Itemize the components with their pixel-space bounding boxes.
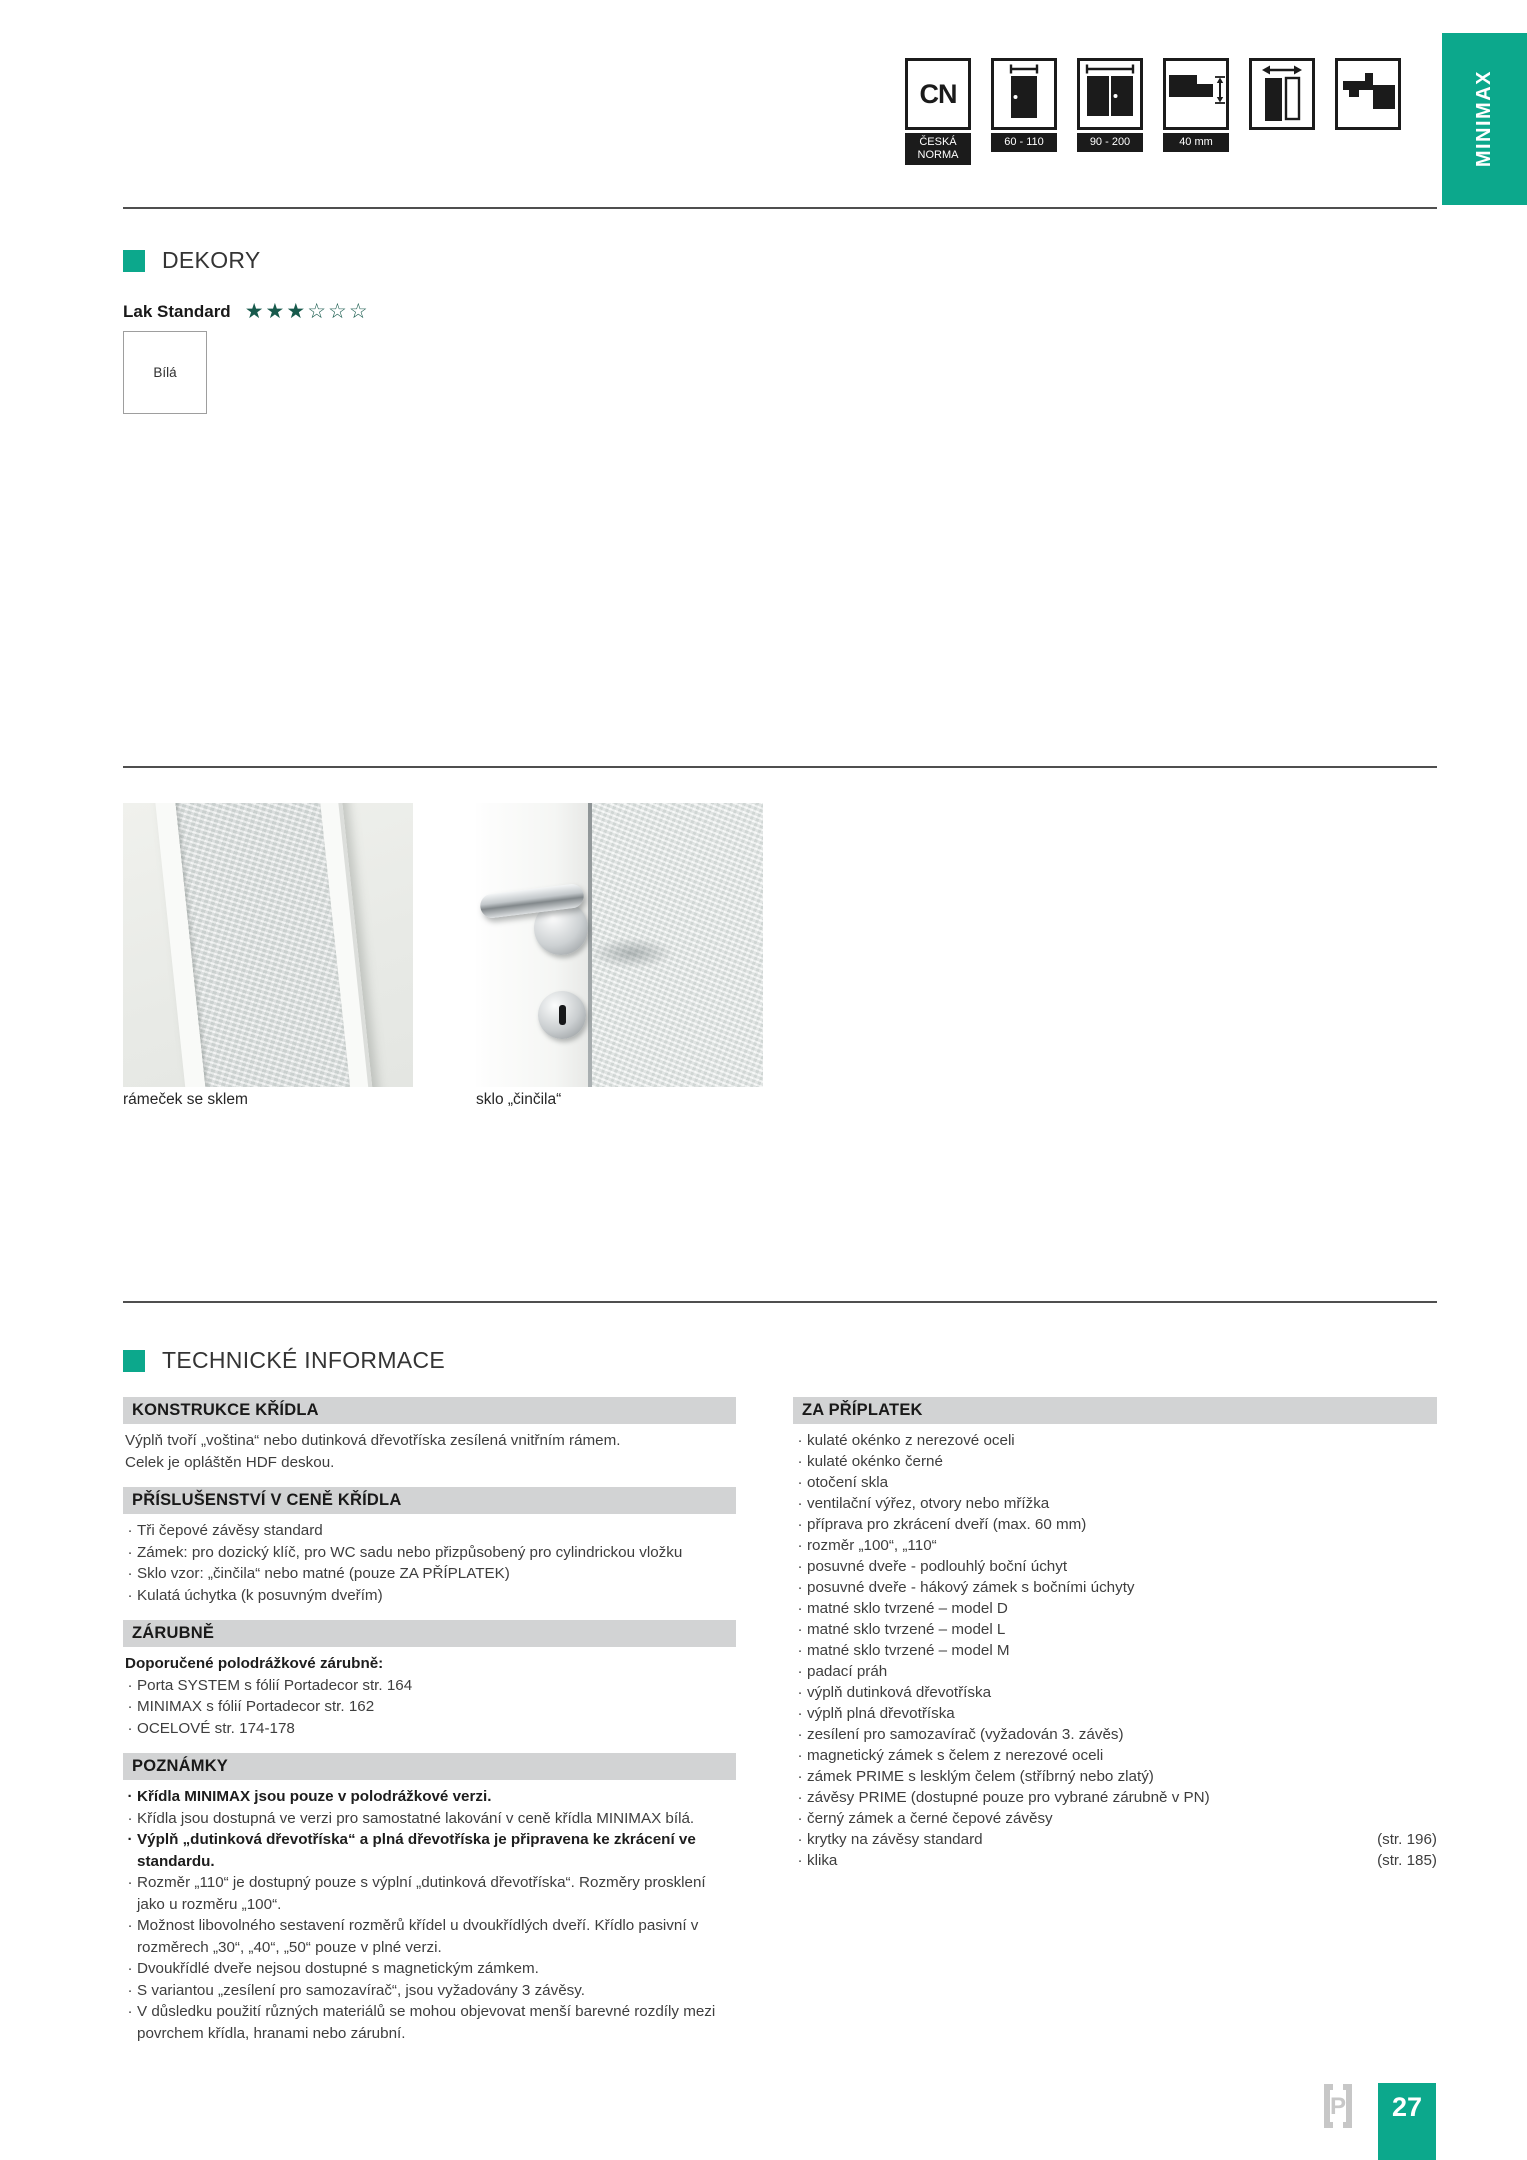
icon-cell-rebated-edge <box>1335 58 1401 165</box>
section-body <box>123 1520 736 1606</box>
icon-cell-double-door-width <box>1077 58 1143 165</box>
bullet-dot: · <box>797 1558 803 1575</box>
bullet-dot: · <box>797 1684 803 1701</box>
bullet-item <box>123 1958 736 1980</box>
bullet-text: zesílení pro samozavírač (vyžadován 3. závěs) <box>807 1726 1124 1743</box>
divider-rule <box>123 207 1437 209</box>
bullet-dot: · <box>127 1586 133 1604</box>
section-bullet-square <box>123 1350 145 1372</box>
page-reference: (str. 196) <box>1377 1831 1437 1848</box>
tech-section-header <box>123 1347 445 1374</box>
sliding-door-icon <box>1249 58 1315 130</box>
text-line: Celek je opláštěn HDF deskou. <box>125 1453 335 1471</box>
section-body <box>123 1430 736 1473</box>
bullet-item <box>793 1682 1437 1703</box>
bullet-text: OCELOVÉ str. 174-178 <box>137 1719 295 1737</box>
bullet-text: Křídla MINIMAX jsou pouze v polodrážkové verzi. <box>137 1788 492 1805</box>
bullet-dot: · <box>797 1537 803 1554</box>
double-door-width-icon <box>1080 61 1140 127</box>
bullet-text: příprava pro zkrácení dveří (max. 60 mm) <box>807 1516 1087 1533</box>
bullet-text: posuvné dveře - podlouhlý boční úchyt <box>807 1558 1068 1575</box>
photo-frame-with-glass <box>123 803 413 1087</box>
porta-logo-letter: P <box>1329 2093 1347 2120</box>
bullet-dot: · <box>797 1810 803 1827</box>
bullet-text: magnetický zámek s čelem z nerezové oceli <box>807 1747 1104 1764</box>
bullet-dot: · <box>797 1516 803 1533</box>
bullet-dot: · <box>797 1705 803 1722</box>
photo-chinchilla-glass <box>476 803 763 1087</box>
porta-logo-icon <box>1321 2083 1355 2129</box>
bullet-item <box>123 1980 736 2002</box>
bullet-text: krytky na závěsy standard <box>807 1831 983 1848</box>
section-title-tech: TECHNICKÉ INFORMACE <box>162 1347 445 1373</box>
bullet-dot: · <box>797 1726 803 1743</box>
photo-caption: sklo „činčila“ <box>476 1091 562 1108</box>
czech-norm-glyph: CN <box>919 78 957 109</box>
bullet-item <box>793 1787 1437 1808</box>
door-thickness-icon <box>1163 58 1229 130</box>
bullet-dot: · <box>127 2003 133 2020</box>
swatch-label: Bílá <box>153 365 177 380</box>
section-body <box>123 1786 736 2044</box>
bullet-dot: · <box>797 1579 803 1596</box>
bullet-dot: · <box>797 1789 803 1806</box>
section-heading: PŘÍSLUŠENSTVÍ V CENĚ KŘÍDLA <box>123 1487 736 1514</box>
dekory-section-header <box>123 247 261 274</box>
za-priplatek-list <box>793 1430 1437 1871</box>
bullet-text: závěsy PRIME (dostupné pouze pro vybrané zárubně v PN) <box>807 1789 1210 1806</box>
bullet-item <box>793 1724 1437 1745</box>
door-thickness-icon <box>1166 61 1226 127</box>
color-swatch-bila <box>123 331 207 414</box>
star-empty-icon: ☆ <box>307 300 329 323</box>
bullet-text: MINIMAX s fólií Portadecor str. 162 <box>137 1698 375 1715</box>
bullet-dot: · <box>797 1642 803 1659</box>
bullet-item <box>793 1619 1437 1640</box>
tech-left-column <box>123 1397 736 2044</box>
bullet-item <box>123 1585 736 1607</box>
bullet-dot: · <box>127 1960 133 1977</box>
bullet-dot: · <box>127 1981 133 1999</box>
icon-cell-sliding-door <box>1249 58 1315 165</box>
text-line: Doporučené polodrážkové zárubně: <box>125 1655 384 1672</box>
icon-cell-czech-norm <box>905 58 971 165</box>
bullet-text: V důsledku použití různých materiálů se mohou objevovat menší barevné rozdíly mezi povrchem křídla, hranami nebo zárubní. <box>137 2003 716 2042</box>
icon-label: ČESKÁ NORMA <box>905 133 971 165</box>
rebated-edge-icon <box>1338 61 1398 127</box>
bullet-text: kulaté okénko z nerezové oceli <box>807 1432 1015 1449</box>
czech-norm-icon <box>905 58 971 130</box>
section-heading-za-priplatek: ZA PŘÍPLATEK <box>793 1397 1437 1424</box>
bullet-item <box>793 1808 1437 1829</box>
bullet-text: Rozměr „110“ je dostupný pouze s výplní „dutinková dřevotříska“. Rozměry prosklení jako u rozměru „100“. <box>137 1874 706 1913</box>
bullet-dot: · <box>797 1747 803 1764</box>
bullet-dot: · <box>127 1831 133 1848</box>
bullet-item <box>793 1598 1437 1619</box>
bullet-dot: · <box>127 1809 133 1827</box>
page-number: 27 <box>1391 2092 1423 2122</box>
bullet-dot: · <box>797 1474 803 1491</box>
star-empty-icon: ☆ <box>328 300 349 323</box>
icon-cell-single-door-width <box>991 58 1057 165</box>
bullet-item <box>793 1703 1437 1724</box>
bullet-item <box>793 1640 1437 1661</box>
bullet-item <box>793 1661 1437 1682</box>
star-rating <box>245 301 370 322</box>
bullet-dot: · <box>127 1719 133 1737</box>
glass-texture-graphic <box>175 803 353 1087</box>
glass-texture-graphic <box>592 803 763 1087</box>
bullet-dot: · <box>127 1788 133 1805</box>
bullet-text: Výplň „dutinková dřevotříska“ a plná dřevotříska je připravena ke zkrácení ve standardu. <box>137 1831 696 1870</box>
star-filled-icon: ★ <box>244 300 266 323</box>
bullet-dot: · <box>797 1663 803 1680</box>
bullet-item <box>123 2001 736 2044</box>
star-empty-icon: ☆ <box>348 300 370 323</box>
bullet-dot: · <box>127 1565 133 1582</box>
bullet-item <box>793 1535 1437 1556</box>
bullet-text: padací práh <box>807 1663 888 1680</box>
bullet-item <box>123 1829 736 1872</box>
icon-label: 60 - 110 <box>991 133 1057 152</box>
page-number-badge <box>1378 2083 1436 2160</box>
sliding-door-icon <box>1252 61 1312 127</box>
bullet-text: rozměr „100“, „110“ <box>807 1537 937 1554</box>
divider-rule <box>123 766 1437 768</box>
photo-caption: rámeček se sklem <box>123 1091 248 1108</box>
bullet-dot: · <box>127 1917 133 1934</box>
bullet-dot: · <box>797 1852 803 1869</box>
bullet-item <box>793 1472 1437 1493</box>
section-body <box>123 1653 736 1739</box>
bullet-item <box>793 1556 1437 1577</box>
text-line: Výplň tvoří „voština“ nebo dutinková dřevotříska zesílená vnitřním rámem. <box>125 1432 621 1449</box>
bullet-dot: · <box>797 1495 803 1512</box>
section-heading: POZNÁMKY <box>123 1753 736 1780</box>
single-door-width-icon <box>994 61 1054 127</box>
series-tab-label: MINIMAX <box>1473 70 1495 168</box>
bullet-text: Porta SYSTEM s fólií Portadecor str. 164 <box>137 1676 413 1694</box>
bullet-text: kulaté okénko černé <box>807 1453 943 1470</box>
bullet-item <box>123 1786 736 1808</box>
divider-rule <box>123 1301 1437 1303</box>
finish-name: Lak Standard <box>123 301 231 321</box>
bullet-text: Křídla jsou dostupná ve verzi pro samostatné lakování v ceně křídla MINIMAX bílá. <box>137 1809 695 1827</box>
bullet-item <box>123 1718 736 1740</box>
bullet-dot: · <box>797 1453 803 1470</box>
bullet-item <box>793 1451 1437 1472</box>
keyhole-graphic <box>538 991 586 1039</box>
bullet-item <box>123 1563 736 1585</box>
bullet-dot: · <box>797 1831 803 1848</box>
bullet-dot: · <box>797 1432 803 1449</box>
bullet-item <box>123 1675 736 1697</box>
bullet-text: ventilační výřez, otvory nebo mřížka <box>807 1495 1050 1512</box>
double-door-width-icon <box>1077 58 1143 130</box>
section-bullet-square <box>123 250 145 272</box>
bullet-item <box>793 1829 1437 1850</box>
bullet-item <box>793 1577 1437 1598</box>
bullet-item <box>793 1493 1437 1514</box>
bullet-item <box>123 1696 736 1718</box>
star-filled-icon: ★ <box>265 300 287 323</box>
bullet-text: matné sklo tvrzené – model D <box>807 1600 1008 1617</box>
bullet-dot: · <box>127 1874 133 1891</box>
bullet-dot: · <box>797 1621 803 1638</box>
bullet-dot: · <box>127 1676 133 1694</box>
bullet-item <box>793 1850 1437 1871</box>
page-reference: (str. 185) <box>1377 1852 1437 1869</box>
bullet-item <box>123 1872 736 1915</box>
bullet-text: S variantou „zesílení pro samozavírač“, jsou vyžadovány 3 závěsy. <box>137 1981 585 1999</box>
series-tab-minimax <box>1442 33 1527 205</box>
bullet-text: matné sklo tvrzené – model L <box>807 1621 1006 1638</box>
bullet-text: otočení skla <box>807 1474 889 1491</box>
door-frame-graphic <box>152 803 377 1087</box>
bullet-item <box>793 1514 1437 1535</box>
bullet-text: matné sklo tvrzené – model M <box>807 1642 1010 1659</box>
bullet-text: Dvoukřídlé dveře nejsou dostupné s magnetickým zámkem. <box>137 1960 539 1977</box>
icon-label: 40 mm <box>1163 133 1229 152</box>
single-door-width-icon <box>991 58 1057 130</box>
bullet-text: výplň plná dřevotříska <box>807 1705 955 1722</box>
section-title-dekory: DEKORY <box>162 247 261 273</box>
tech-right-column <box>793 1397 1437 1871</box>
icon-label: 90 - 200 <box>1077 133 1143 152</box>
bullet-text: Tři čepové závěsy standard <box>137 1522 323 1539</box>
bullet-text: Kulatá úchytka (k posuvným dveřím) <box>137 1586 383 1604</box>
bullet-text: Možnost libovolného sestavení rozměrů křídel u dvoukřídlých dveří. Křídlo pasivní v rozměrech „30“, „40“, „50“ pouze v plné verzi. <box>137 1917 699 1956</box>
section-heading: ZÁRUBNĚ <box>123 1620 736 1647</box>
star-filled-icon: ★ <box>286 300 308 323</box>
bullet-text: výplň dutinková dřevotříska <box>807 1684 992 1701</box>
bullet-text: posuvné dveře - hákový zámek s bočními úchyty <box>807 1579 1135 1596</box>
product-icon-strip <box>905 58 1401 165</box>
bullet-text: klika <box>807 1852 838 1869</box>
bullet-dot: · <box>797 1600 803 1617</box>
bullet-text: Sklo vzor: „činčila“ nebo matné (pouze ZA PŘÍPLATEK) <box>137 1565 510 1582</box>
bullet-item <box>793 1766 1437 1787</box>
bullet-item <box>123 1915 736 1958</box>
bullet-item <box>793 1430 1437 1451</box>
porta-logo <box>1321 2083 1355 2134</box>
bullet-item <box>793 1745 1437 1766</box>
bullet-item <box>123 1542 736 1564</box>
bullet-text: černý zámek a černé čepové závěsy <box>807 1810 1053 1827</box>
bullet-item <box>123 1808 736 1830</box>
bullet-text: zámek PRIME s lesklým čelem (stříbrný nebo zlatý) <box>807 1768 1154 1785</box>
rebated-edge-icon <box>1335 58 1401 130</box>
finish-rating-row <box>123 301 370 322</box>
bullet-dot: · <box>127 1543 133 1561</box>
section-heading: KONSTRUKCE KŘÍDLA <box>123 1397 736 1424</box>
bullet-dot: · <box>127 1698 133 1715</box>
bullet-text: Zámek: pro dozický klíč, pro WC sadu nebo přizpůsobený pro cylindrickou vložku <box>137 1543 683 1561</box>
bullet-item <box>123 1520 736 1542</box>
icon-cell-door-thickness <box>1163 58 1229 165</box>
bullet-dot: · <box>127 1522 133 1539</box>
bullet-dot: · <box>797 1768 803 1785</box>
